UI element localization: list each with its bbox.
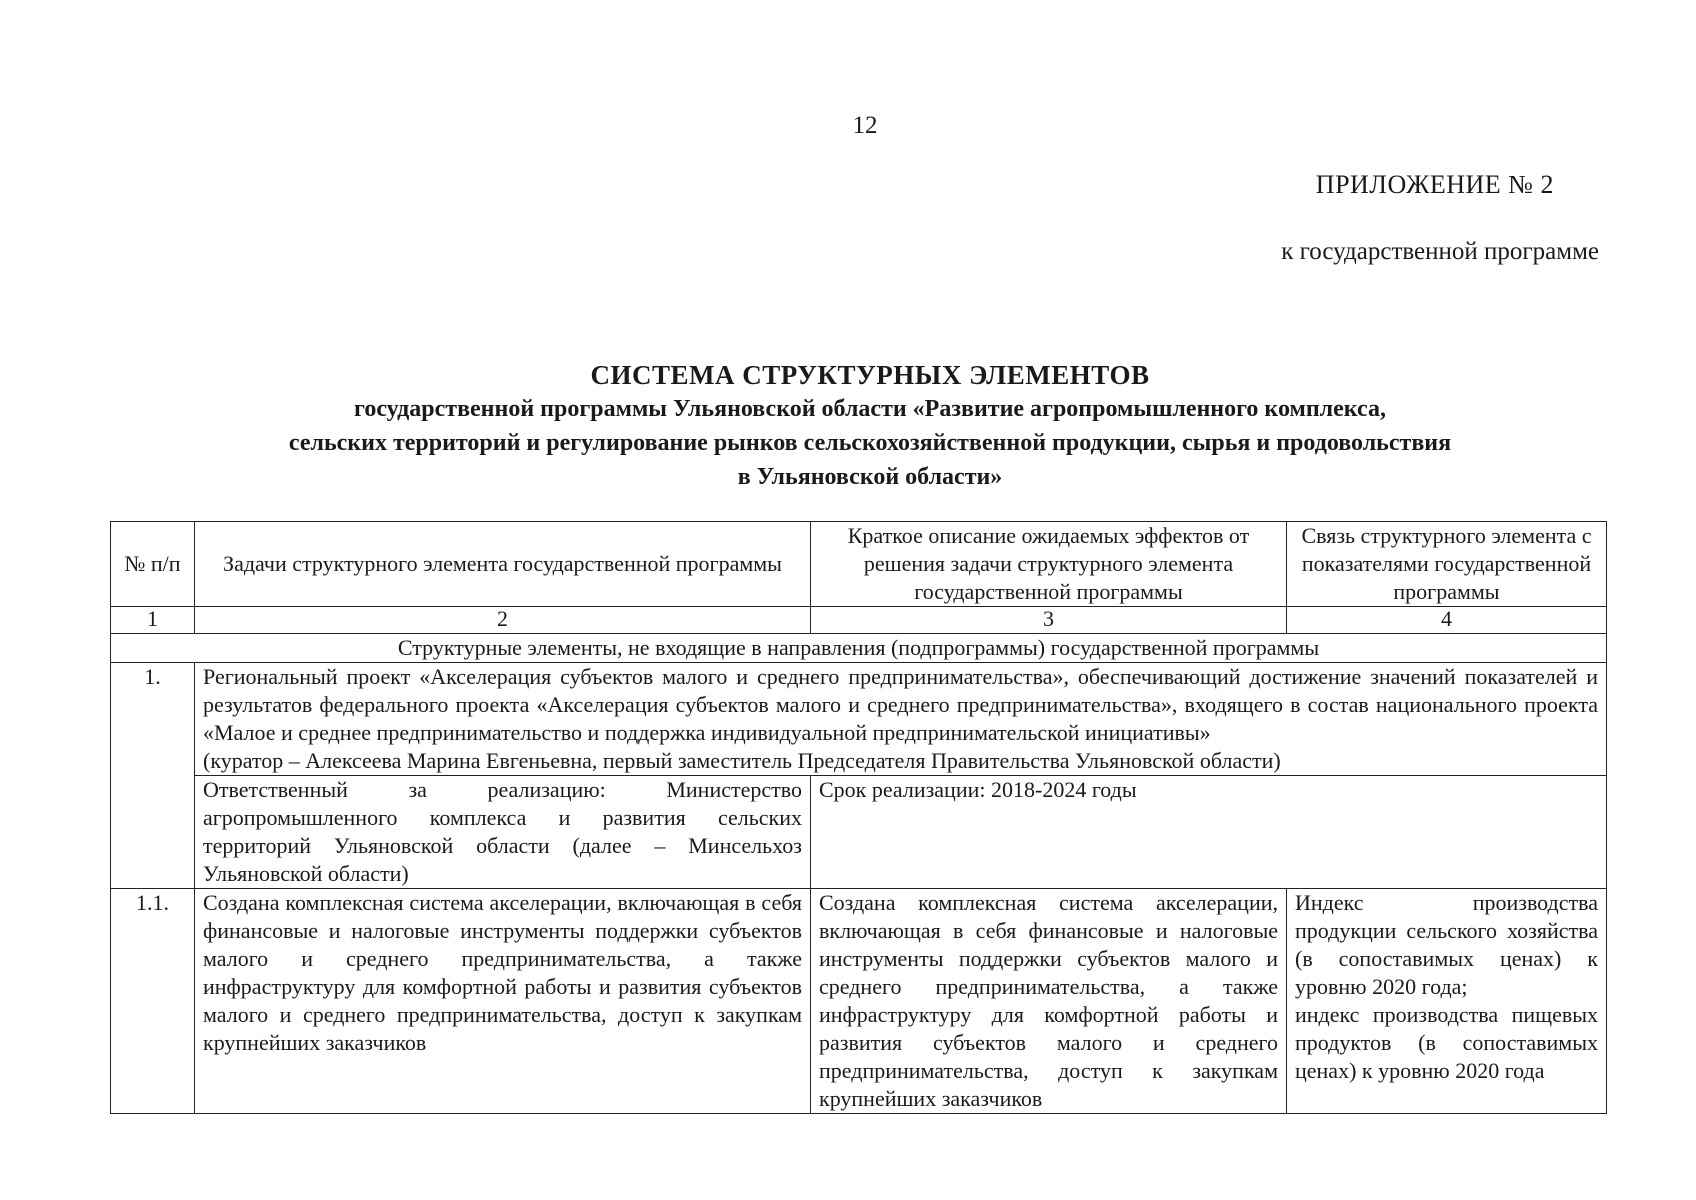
- heading-line-1: государственной программы Ульяновской области «Развитие агропромышленного комплекса,: [354, 396, 1386, 422]
- project-term: Срок реализации: 2018-2024 годы: [811, 776, 1607, 889]
- task-text: Создана комплексная система акселерации, включающая в себя финансовые и налоговые инструменты поддержки субъектов малого и среднего предпринимательства, а также инфраструктуру для комфортной работы и развития субъектов малого и среднего предпринимательства, доступ к закупкам крупнейших заказчиков: [195, 889, 811, 1114]
- task-row: [111, 889, 1607, 1114]
- page-number: 12: [852, 112, 878, 139]
- column-number: 3: [811, 607, 1287, 634]
- task-number: 1.1.: [111, 889, 195, 1114]
- column-number: 2: [195, 607, 811, 634]
- project-responsible: Ответственный за реализацию: Министерство агропромышленного комплекса и развития сельских территорий Ульяновской области (далее – Минсельхоз Ульяновской области): [195, 776, 811, 889]
- document-heading: [100, 358, 1640, 494]
- heading-line-2: сельских территорий и регулирование рынков сельскохозяйственной продукции, сырья и продовольствия: [288, 430, 1452, 456]
- section-row: [111, 634, 1607, 663]
- appendix-title: ПРИЛОЖЕНИЕ № 2: [1315, 170, 1554, 199]
- task-indicators: [1287, 889, 1607, 1114]
- header-indicators: Связь структурного элемента с показателями государственной программы: [1287, 522, 1607, 607]
- project-description: Региональный проект «Акселерация субъектов малого и среднего предпринимательства», обеспечивающий достижение значений показателей и результатов федерального проекта «Акселерация субъектов малого и среднего предпринимательства», входящего в состав национального проекта «Малое и среднее предпринимательство и поддержка индивидуальной предпринимательской инициативы»: [203, 664, 1598, 745]
- header-effects: Краткое описание ожидаемых эффектов от решения задачи структурного элемента государственной программы: [811, 522, 1287, 607]
- header-number: № п/п: [111, 522, 195, 607]
- indicator-1: Индекс производства продукции сельского хозяйства (в сопоставимых ценах) к уровню 2020 года;: [1295, 890, 1598, 999]
- project-row: [111, 663, 1607, 776]
- project-number: 1.: [111, 663, 195, 889]
- header-tasks: Задачи структурного элемента государственной программы: [195, 522, 811, 607]
- column-number: 1: [111, 607, 195, 634]
- section-title: Структурные элементы, не входящие в направления (подпрограммы) государственной программы: [111, 634, 1607, 663]
- task-effects: Создана комплексная система акселерации, включающая в себя финансовые и налоговые инструменты поддержки субъектов малого и среднего предпринимательства, а также инфраструктуру для комфортной работы и развития субъектов малого и среднего предпринимательства, доступ к закупкам крупнейших заказчиков: [811, 889, 1287, 1114]
- indicator-2: индекс производства пищевых продуктов (в сопоставимых ценах) к уровню 2020 года: [1295, 1002, 1598, 1083]
- project-curator: (куратор – Алексеева Марина Евгеньевна, первый заместитель Председателя Правительства Ульяновской области): [203, 748, 1281, 773]
- structural-elements-table: [110, 521, 1607, 1114]
- heading-main: СИСТЕМА СТРУКТУРНЫХ ЭЛЕМЕНТОВ: [590, 360, 1150, 390]
- table-header-row: [111, 522, 1607, 607]
- project-details-row: [111, 776, 1607, 889]
- column-number: 4: [1287, 607, 1607, 634]
- appendix-subtitle: к государственной программе: [1281, 238, 1599, 265]
- column-number-row: [111, 607, 1607, 634]
- project-description-cell: [195, 663, 1607, 776]
- heading-line-3: в Ульяновской области»: [737, 464, 1003, 490]
